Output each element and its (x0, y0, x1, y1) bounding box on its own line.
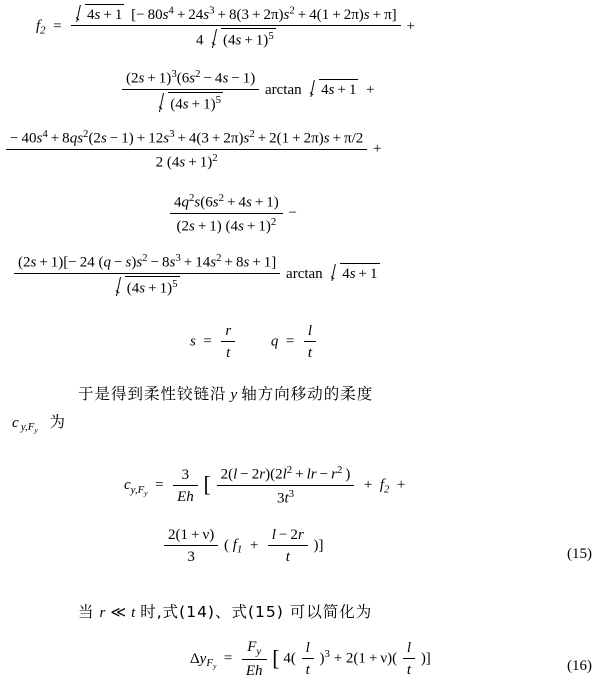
f2-term4-numerator: $4q^2s(6s^2 + 4s + 1)$ (170, 192, 283, 214)
minus-sign: − (288, 205, 297, 222)
equation-16-fraction-1 (302, 639, 314, 679)
paragraph2-relation: ≪ (110, 605, 127, 621)
f2-term1-numerator: 4s + 1 [− $80s^4 + 24s^3 + 8(3 + 2\pi)s^2 + 4(1 + 2\pi)s + \pi$] (71, 4, 401, 26)
paragraph1-text-part2: 轴方向移动的柔度 (241, 385, 374, 403)
equation-15-term1-numerator: $2(l - 2r)(2l^2$ + lr − $r^2$ ) (217, 464, 355, 486)
f2-term4-fraction (170, 192, 283, 235)
equation-15-term2-open: ( (224, 537, 229, 554)
f2-term4-denominator: (2s + 1) $(4s + 1)^2$ (176, 215, 277, 235)
f2-term1-fraction (71, 4, 401, 50)
equals-sign: = (49, 18, 66, 35)
f2-term3-denominator: 2 $(4s + 1)^2$ (155, 151, 218, 171)
paragraph2-text-part2: 时,式(14)、式(15) 可以简化为 (140, 603, 373, 621)
close-bracket: )] (420, 650, 431, 667)
equation-15-prefactor-denominator: Eh (177, 488, 194, 505)
sqrt-icon: 4s + 1 (310, 79, 358, 99)
equation-15-f2-symbol: $f_2$ (379, 477, 390, 496)
arctan-operator: arctan (286, 266, 327, 283)
sqrt-icon: 4s + 1 (331, 263, 379, 283)
equation-16-prefactor-denominator: Eh (245, 663, 263, 680)
f2-term5-denominator (14, 274, 280, 298)
equation-15-line1: $c_{y,F_y}$ = $\frac{3}{Eh}$ [ $\frac{2(l - 2r)(2l^2 + lr - r^2 )}{3t^3}$ + $f_2$ + (124, 464, 406, 507)
definition-q-fraction (304, 322, 316, 362)
equation-f2-line3 (4, 128, 382, 171)
equation-15-term2-denominator: 3 (187, 549, 195, 565)
equation-16-fraction-1-numerator: l (302, 639, 314, 659)
paragraph2-symbol-r: r (99, 605, 106, 621)
f2-term2-denominator (122, 90, 259, 114)
equation-16-fraction-2 (403, 639, 415, 679)
definition-s-denominator: t (226, 345, 231, 361)
paragraph2-text-part1: 当 (78, 603, 95, 621)
equation-15-term2-inner-numerator: l − 2r (268, 526, 308, 546)
equation-16-fraction-2-denominator: t (406, 662, 412, 679)
open-bracket: [ (203, 471, 211, 497)
plus-sign: + (373, 141, 382, 158)
definition-q-numerator: l (304, 322, 316, 342)
f2-term5-numerator: (2s + 1)[− 24 $(q - s)s^2 - 8s^3 + 14s^2 + 8s + 1$] (14, 252, 280, 274)
equation-16-prefactor-numerator: $F_y$ (242, 638, 267, 660)
equation-15-term2-fraction (164, 526, 218, 566)
f2-term3-fraction (6, 128, 367, 171)
definition-s-lhs: s (190, 333, 196, 350)
equation-definitions: s = $\frac{r}{t}$ q = $\frac{l}{t}$ (190, 322, 318, 362)
f2-term2-fraction (122, 68, 259, 113)
paragraph2-symbol-t: t (131, 605, 136, 621)
paragraph1-axis-symbol: y (230, 387, 238, 403)
definition-q-lhs: q (270, 333, 279, 350)
definition-s-fraction (221, 322, 235, 362)
equation-15-term2-numerator: 2(1 + ν) (164, 526, 218, 546)
arctan-operator: arctan (265, 82, 306, 99)
sqrt-icon: $(4s + 1)^5$ (212, 28, 276, 50)
equation-16-lhs: $\Delta y_{F_y}$ (190, 650, 217, 671)
equation-15-number: (15) (567, 546, 592, 562)
equation-15-term2-inner-fraction (268, 526, 308, 566)
sqrt-icon: $(4s + 1)^5$ (159, 92, 223, 114)
equation-f2-line4 (168, 192, 297, 235)
equation-f2-lhs: $f_2$ (36, 18, 46, 37)
paragraph1-text-part1: 于是得到柔性铰链沿 (78, 385, 227, 403)
equation-16-fraction-1-denominator: t (305, 662, 310, 679)
paragraph-simplify-intro (78, 600, 372, 622)
equation-f2-line1 (36, 4, 415, 50)
equation-16: $\Delta y_{F_y}$ = $\frac{F_y}{Eh}$ [ 4( $\frac{l}{t}$ )$^3$ + 2(1 + ν)( $\frac{l}{t}$ )] (190, 639, 431, 680)
equation-15-prefactor (173, 466, 198, 506)
equation-15-term1-fraction (217, 464, 355, 507)
equation-15-lhs: $c_{y,F_y}$ (124, 477, 148, 497)
definition-q-denominator: t (307, 345, 313, 361)
equation-15-line2: $\frac{2(1 + \nu)}{3}$ ( $f_1$ + $\frac{l - 2r}{t}$ )] (162, 526, 324, 566)
compliance-symbol-inline: c $_{y,F_y}$ (12, 415, 38, 435)
plus-sign: + (362, 82, 375, 99)
plus-sign: + (406, 18, 415, 35)
equation-f2-line2 (120, 68, 374, 113)
equation-15-prefactor-numerator: 3 (173, 466, 198, 486)
definition-s-numerator: r (221, 322, 235, 342)
equation-f2-line5 (12, 252, 380, 297)
f2-term3-numerator: − $40s^4 + 8qs^2(2s - 1) + 12s^3 + 4(3 + 2\pi)s^2 + 2(1 + 2\pi)s + \pi/2$ (6, 128, 367, 150)
equation-16-prefactor (242, 638, 267, 680)
equation-15-term1-denominator: $3t^3$ (276, 487, 295, 507)
equation-16-number: (16) (567, 658, 592, 674)
equation-15-term2-inner-denominator: t (285, 549, 290, 565)
f2-term2-numerator: $(2s + 1)^3(6s^2 - 4s - 1)$ (122, 68, 259, 90)
f2-term1-denominator: 4 $(4s + 1)^5$ (196, 30, 274, 49)
paragraph1-text-part3: 为 (49, 413, 67, 431)
equation-16-fraction-2-numerator: l (403, 639, 415, 659)
sqrt-icon: $(4s + 1)^5$ (116, 276, 180, 298)
paragraph-compliance-intro-line2 (12, 410, 66, 435)
close-bracket: )] (313, 537, 324, 554)
equation-15-f1-symbol: $f_1$ (232, 537, 243, 556)
open-bracket: [ (272, 645, 280, 671)
paragraph-compliance-intro-line1 (78, 382, 373, 404)
sqrt-icon: 4s + 1 (76, 4, 124, 24)
f2-term5-fraction (14, 252, 280, 297)
